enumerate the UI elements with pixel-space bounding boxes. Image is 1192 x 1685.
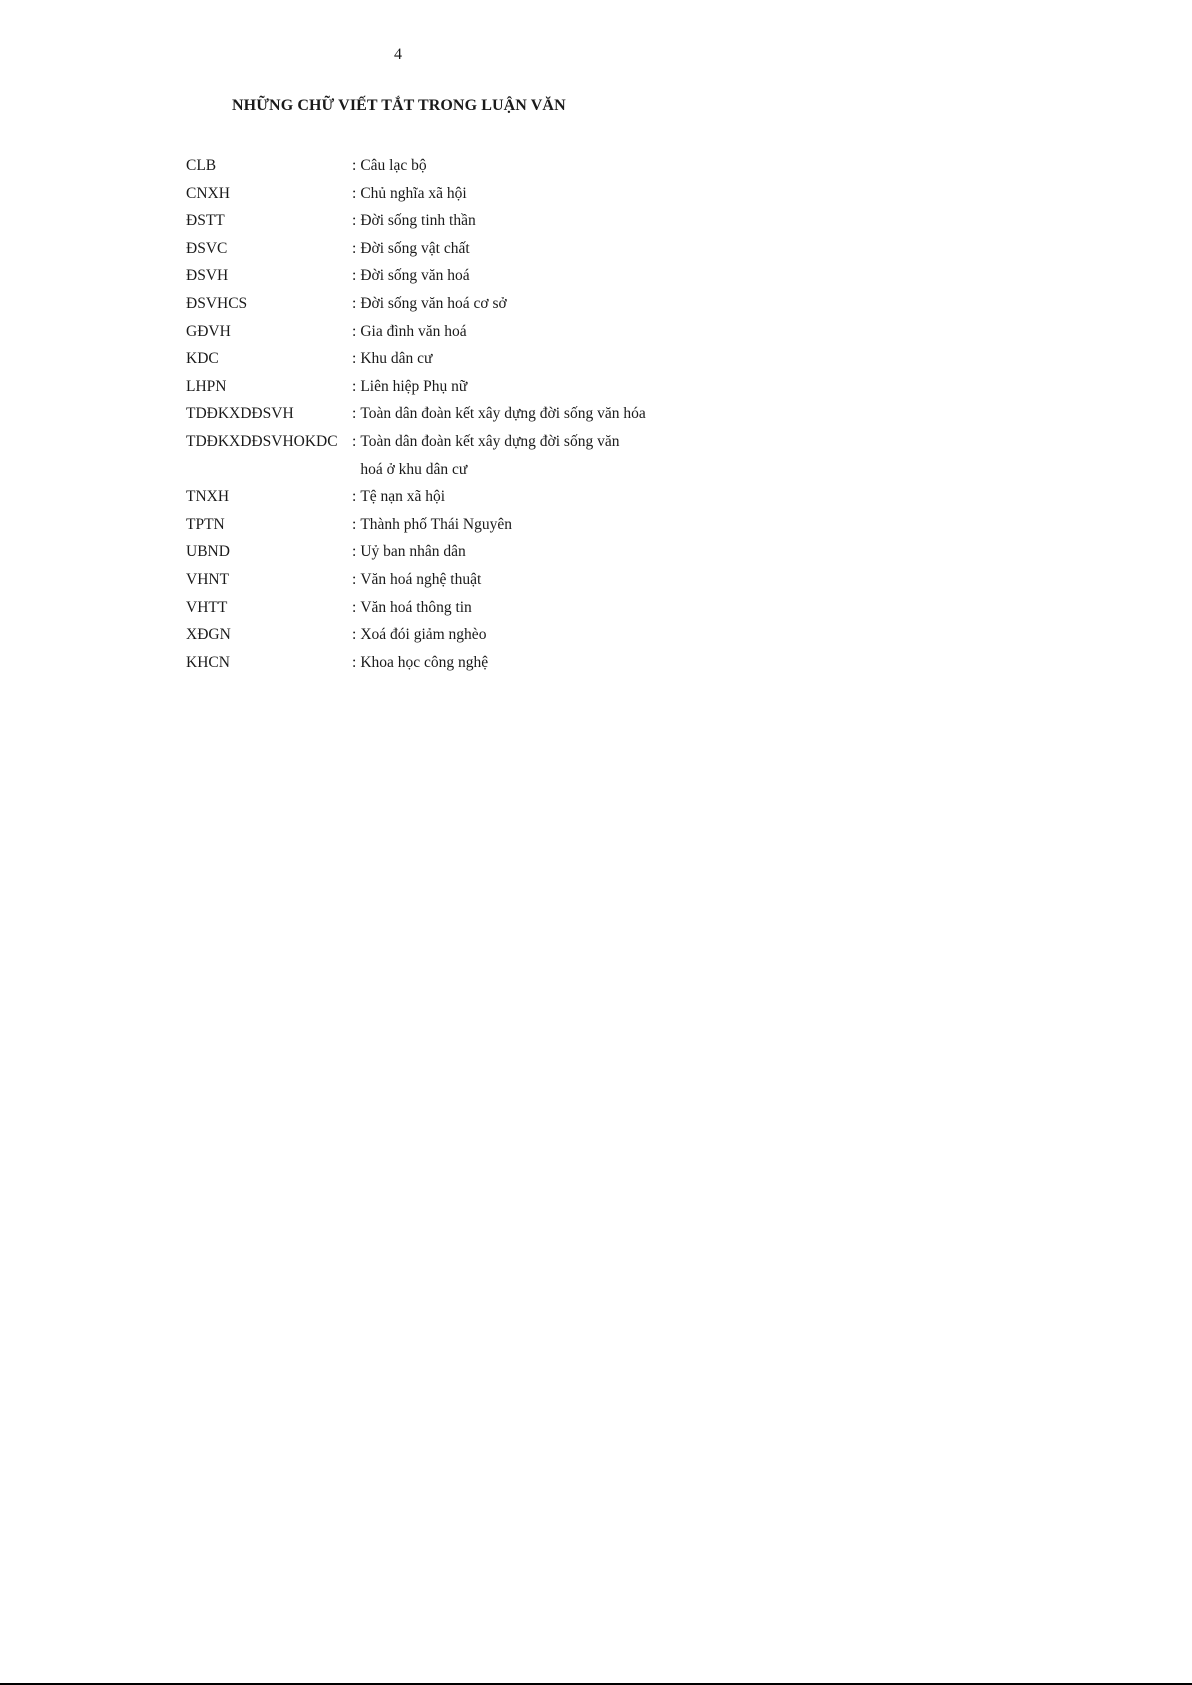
abbreviation-definition: Đời sống văn hoá (360, 267, 470, 285)
abbreviation-row (186, 318, 706, 346)
abbreviation-definition: Đời sống tinh thần (360, 212, 476, 230)
abbreviation-row (186, 262, 706, 290)
colon-separator: : (352, 488, 357, 506)
abbreviation-definition: Toàn dân đoàn kết xây dựng đời sống văn hoá ở khu dân cư (360, 432, 620, 478)
colon-separator: : (352, 598, 357, 616)
abbreviation-term: GĐVH (186, 322, 231, 340)
abbreviation-term: TDĐKXDĐSVH (186, 405, 294, 423)
abbreviation-definition: Uỷ ban nhân dân (360, 543, 466, 561)
abbreviation-term: TNXH (186, 488, 230, 506)
colon-separator: : (352, 184, 357, 202)
abbreviation-definition: Gia đình văn hoá (360, 322, 467, 340)
abbreviation-definition: Văn hoá thông tin (360, 598, 472, 616)
abbreviation-definition: Liên hiệp Phụ nữ (360, 377, 468, 395)
abbreviation-definition: Khoa học công nghệ (360, 653, 489, 671)
colon-separator: : (352, 432, 357, 450)
colon-separator: : (352, 294, 357, 312)
abbreviation-term: ĐSVH (186, 267, 229, 285)
colon-separator: : (352, 515, 357, 533)
abbreviation-definition: Toàn dân đoàn kết xây dựng đời sống văn hóa (360, 405, 646, 423)
abbreviation-definition: Khu dân cư (360, 350, 433, 368)
abbreviation-list (186, 152, 706, 676)
abbreviation-row (186, 207, 706, 235)
abbreviation-row (186, 621, 706, 649)
abbreviation-definition: Đời sống vật chất (360, 239, 470, 257)
abbreviation-definition: Câu lạc bộ (360, 157, 427, 174)
colon-separator: : (352, 239, 357, 257)
abbreviation-term: UBND (186, 543, 230, 561)
abbreviation-term: ĐSVHCS (186, 294, 248, 312)
abbreviation-row (186, 511, 706, 539)
abbreviation-row (186, 566, 706, 594)
abbreviation-definition: Tệ nạn xã hội (360, 488, 446, 506)
abbreviation-row (186, 180, 706, 208)
colon-separator: : (352, 377, 357, 395)
abbreviation-definition: Văn hoá nghệ thuật (360, 570, 482, 588)
page-number: 4 (394, 46, 402, 63)
abbreviation-row (186, 290, 706, 318)
colon-separator: : (352, 653, 357, 671)
colon-separator: : (352, 626, 357, 644)
abbreviation-term: VHNT (186, 570, 230, 588)
abbreviation-term: KHCN (186, 653, 230, 671)
colon-separator: : (352, 350, 357, 368)
abbreviation-term: LHPN (186, 377, 227, 395)
colon-separator: : (352, 212, 357, 230)
abbreviation-definition: Thành phố Thái Nguyên (360, 515, 512, 533)
page-title: NHỮNG CHỮ VIẾT TẮT TRONG LUẬN VĂN (232, 97, 566, 114)
colon-separator: : (352, 570, 357, 588)
colon-separator: : (352, 267, 357, 285)
abbreviation-term: VHTT (186, 598, 228, 616)
abbreviation-term: ĐSVC (186, 239, 228, 257)
abbreviation-term: XĐGN (186, 626, 231, 644)
abbreviation-row (186, 345, 706, 373)
abbreviation-definition: Xoá đói giảm nghèo (360, 626, 487, 644)
colon-separator: : (352, 157, 357, 174)
abbreviation-row (186, 235, 706, 263)
abbreviation-term: CNXH (186, 184, 230, 202)
abbreviation-term: CLB (186, 157, 217, 174)
abbreviation-row (186, 649, 706, 677)
abbreviation-term: TPTN (186, 515, 225, 533)
colon-separator: : (352, 543, 357, 561)
abbreviation-term: ĐSTT (186, 212, 225, 230)
abbreviation-definition: Đời sống văn hoá cơ sở (360, 294, 507, 312)
abbreviation-row (186, 152, 706, 180)
abbreviation-row (186, 373, 706, 401)
abbreviation-row (186, 538, 706, 566)
abbreviation-term: KDC (186, 350, 219, 368)
abbreviation-row (186, 428, 706, 483)
abbreviation-row (186, 594, 706, 622)
abbreviation-row (186, 400, 706, 428)
colon-separator: : (352, 405, 357, 423)
abbreviation-definition: Chủ nghĩa xã hội (360, 184, 467, 202)
colon-separator: : (352, 322, 357, 340)
abbreviation-term: TDĐKXDĐSVHOKDC (186, 432, 338, 450)
abbreviation-row (186, 483, 706, 511)
